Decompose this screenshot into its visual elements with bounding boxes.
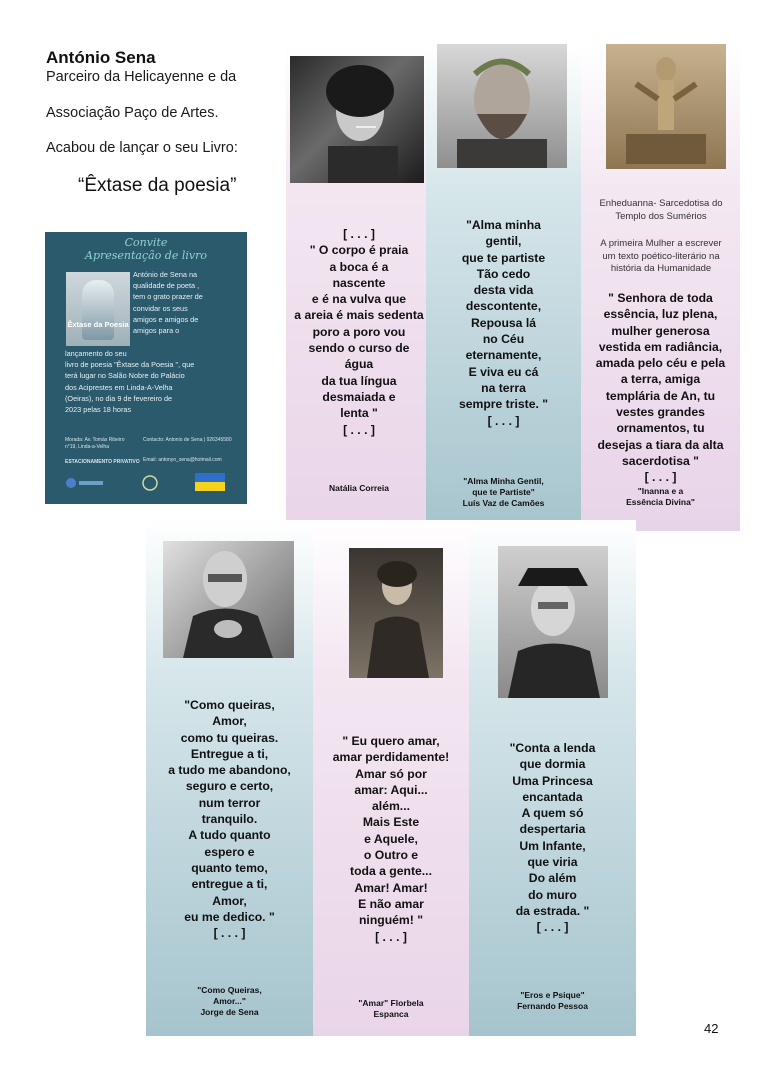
poem-line: E viva eu cá	[468, 364, 539, 379]
poem-line: entregue a ti,	[191, 877, 268, 892]
invite-poster	[45, 232, 247, 504]
invite-parking: ESTACIONAMENTO PRIVATIVO	[65, 459, 140, 465]
credit-line: Essência Divina"	[626, 497, 695, 507]
portrait-florbela-espanca	[349, 548, 443, 678]
poem-line: essência, luz plena,	[603, 307, 718, 322]
poem-line: que dormia	[519, 757, 586, 772]
invite-text-line: qualidade de poeta ,	[133, 281, 200, 291]
page-number: 42	[704, 1021, 719, 1036]
portrait-natalia-correia	[290, 56, 424, 183]
poem-line: A tudo quanto	[188, 828, 271, 843]
caption-enheduanna	[584, 198, 738, 223]
poem-line: A quem só	[521, 806, 584, 821]
poem-camoes	[426, 217, 581, 429]
poem-line: Amar! Amar!	[354, 880, 428, 895]
poem-line: amada pelo céu e pela	[595, 356, 726, 371]
credit-fernando-pessoa	[469, 990, 636, 1012]
poem-line: Amor,	[212, 714, 247, 729]
poem-line: como tu queiras.	[180, 730, 279, 745]
poem-line: que viria	[527, 855, 578, 870]
credit-florbela-espanca	[313, 998, 469, 1020]
poem-florbela-espanca	[313, 733, 469, 945]
poem-line: " Senhora de toda	[608, 291, 713, 305]
poem-line: Mais Este	[362, 815, 420, 830]
book-cover-image	[66, 272, 130, 346]
poem-line: seguro e certo,	[185, 779, 274, 794]
invite-title: Convite	[124, 236, 168, 249]
intro-line-2: Associação Paço de Artes.	[46, 105, 219, 121]
poem-natalia-correia	[286, 226, 432, 438]
poem-line: o Outro e	[363, 848, 419, 863]
portrait-fernando-pessoa	[498, 546, 608, 698]
partner-logo-2	[135, 474, 165, 494]
invite-text-line: António de Sena na	[133, 270, 198, 279]
invite-email: Email: antonyo_sena@hotmail.com	[143, 457, 222, 463]
credit-jorge-de-sena	[146, 985, 313, 1018]
invite-text-line: amigos e amigos de	[133, 314, 199, 324]
poem-line: que te partiste	[461, 250, 546, 265]
poem-line: Entregue a ti,	[190, 746, 269, 761]
credit-line: Jorge de Sena	[200, 1007, 259, 1017]
author-name: António Sena	[46, 48, 156, 67]
poem-line: [ . . . ]	[213, 926, 246, 941]
poem-line: vestida em radiância,	[598, 339, 723, 354]
poem-line: tranquilo.	[201, 812, 258, 827]
caption-line: Enheduanna- Sarcedotisa do	[599, 198, 723, 209]
poem-line: toda a gente...	[350, 864, 432, 879]
poem-line: [ . . . ]	[343, 227, 375, 241]
poem-line: água	[344, 357, 374, 372]
poem-enheduanna	[581, 290, 740, 486]
poem-line: da tua língua	[321, 373, 397, 388]
ukraine-flag-icon	[195, 473, 225, 491]
poem-line: a boca é a	[329, 259, 389, 274]
poem-line: sacerdotisa "	[622, 453, 699, 468]
credit-line: Espanca	[373, 1009, 409, 1019]
poem-line: ninguém! "	[358, 913, 423, 928]
invite-text-line: convidar os seus	[133, 303, 188, 313]
image-burney-relief	[606, 44, 726, 169]
poem-line: "Como queiras,	[184, 698, 275, 712]
invite-text-full	[65, 348, 245, 415]
poem-line: Do além	[528, 871, 577, 886]
poem-line: [ . . . ]	[644, 470, 677, 485]
poem-line: "Conta a lenda	[509, 741, 596, 755]
poem-line: num terror	[198, 795, 261, 810]
invite-text-line: lançamento do seu	[65, 349, 127, 358]
poem-line: gentil,	[485, 234, 522, 249]
credit-camoes	[426, 476, 581, 509]
invite-contact: Contacto: Antonio de Sena | 926345580	[143, 437, 232, 443]
poem-line: eu me dedico. "	[184, 909, 275, 924]
poem-line: Amor,	[212, 893, 247, 908]
caption-first-woman	[584, 238, 738, 276]
credit-line: "Eros e Psique"	[520, 990, 585, 1000]
poem-line: do muro	[528, 887, 577, 902]
portrait-camoes	[437, 44, 567, 168]
invite-subtitle: Apresentação de livro	[85, 249, 207, 262]
credit-line: que te Partiste"	[472, 487, 535, 497]
poem-line: E não amar	[358, 896, 424, 911]
poem-line: na terra	[481, 380, 526, 395]
poem-line: Uma Princesa	[512, 773, 593, 788]
poem-line: " Eu quero amar,	[342, 734, 440, 748]
poem-line: eternamente,	[465, 348, 542, 363]
invite-text-line: livro de poesia "Êxtase da Poesia ", que	[65, 360, 195, 370]
poem-line: a tudo me abandono,	[168, 763, 291, 778]
poem-line: encantada	[522, 789, 583, 804]
poem-line: Repousa lá	[470, 315, 537, 330]
poem-line: Tão cedo	[476, 266, 531, 281]
poem-fernando-pessoa	[469, 740, 636, 936]
invite-text-line: 2023 pelas 18 horas	[65, 405, 132, 415]
credit-natalia-correia	[286, 483, 432, 494]
poem-line: vestes grandes	[616, 405, 705, 420]
poem-line: templária de An, tu	[605, 388, 716, 403]
poem-line: poro a poro vou	[312, 324, 406, 339]
intro-line-3: Acabou de lançar o seu Livro:	[46, 140, 238, 156]
poem-line: além...	[372, 799, 410, 814]
poem-jorge-de-sena	[146, 697, 313, 941]
cover-figure	[82, 280, 114, 340]
poem-line: despertaria	[519, 822, 586, 837]
poem-line: [ . . . ]	[343, 422, 375, 437]
poem-line: "Alma minha	[466, 218, 541, 232]
poem-line: e é na vulva que	[311, 292, 407, 307]
caption-line: A primeira Mulher a escrever	[600, 238, 722, 249]
credit-enheduanna	[581, 486, 740, 508]
poem-line: a terra, amiga	[620, 372, 701, 387]
credit-line: "Alma Minha Gentil,	[463, 476, 544, 486]
book-title: “Êxtase da poesia”	[78, 175, 237, 196]
partner-logo-1	[65, 476, 105, 492]
cover-label: Êxtase da Poesia	[67, 320, 129, 329]
invite-text-line: dos Aciprestes em Linda-A-Velha	[65, 382, 173, 392]
poem-line: lenta "	[340, 406, 378, 421]
invite-text-line: amigos para o	[133, 326, 180, 336]
poem-line: [ . . . ]	[487, 413, 520, 428]
poem-line: [ . . . ]	[536, 920, 569, 935]
invite-address: Morada: Av. Tomás Ribeiro n°19, Linda-a-Velha	[65, 437, 125, 450]
poem-line: desejas a tiara da alta	[597, 437, 724, 452]
poem-line: mulher generosa	[611, 323, 710, 338]
poem-line: espero e	[204, 844, 255, 859]
credit-line: Fernando Pessoa	[517, 1001, 588, 1011]
invite-text-line: (Oeiras), no dia 9 de fevereiro de	[65, 393, 173, 403]
caption-line: história da Humanidade	[610, 263, 712, 274]
poem-line: ornamentos, tu	[616, 421, 705, 436]
poem-line: amar: Aqui...	[354, 782, 428, 797]
poem-line: [ . . . ]	[375, 929, 407, 944]
credit-line: "Amar" Florbela	[358, 998, 424, 1008]
poem-line: amar perdidamente!	[332, 750, 450, 765]
credit-line: Luís Vaz de Camões	[462, 498, 545, 508]
poem-line: no Céu	[482, 332, 525, 347]
poem-line: sempre triste. "	[458, 397, 549, 412]
poem-line: Amar só por	[355, 766, 427, 781]
poem-line: e Aquele,	[364, 831, 418, 846]
invite-text-line: terá lugar no Salão Nobre do Palácio	[65, 371, 185, 381]
poem-line: " O corpo é praia	[309, 243, 409, 258]
caption-line: Templo dos Sumérios	[615, 210, 707, 222]
portrait-jorge-de-sena	[163, 541, 294, 658]
poem-line: a areia é mais sedenta	[294, 308, 424, 323]
credit-line: "Como Queiras,	[197, 985, 262, 995]
invite-text-right	[133, 269, 243, 336]
poem-line: descontente,	[465, 299, 542, 314]
poem-line: Um Infante,	[519, 838, 586, 853]
caption-line: um texto poético-literário na	[602, 250, 720, 262]
poem-line: quanto temo,	[191, 860, 268, 875]
intro-line-1: Parceiro da Helicayenne e da	[46, 69, 237, 85]
credit-line: Natália Correia	[329, 483, 389, 493]
poem-line: sendo o curso de	[308, 341, 410, 356]
poem-line: da estrada. "	[515, 903, 590, 918]
poem-line: desmaiada e	[322, 389, 396, 404]
poem-line: desta vida	[473, 283, 534, 298]
credit-line: Amor..."	[213, 996, 246, 1006]
invite-text-line: tem o grato prazer de	[133, 292, 203, 302]
poem-line: nascente	[332, 275, 386, 290]
credit-line: "Inanna e a	[637, 486, 684, 496]
